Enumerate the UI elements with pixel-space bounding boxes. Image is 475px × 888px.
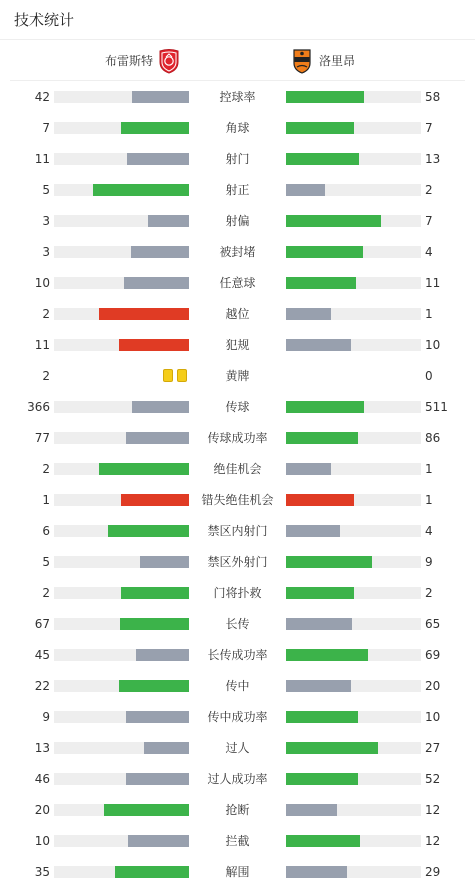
away-bar-track: [286, 742, 421, 754]
home-bar-track: [54, 525, 189, 537]
away-value: 13: [425, 152, 441, 166]
home-bar-track: [54, 742, 189, 754]
away-bar-track: [286, 556, 421, 568]
away-value: 4: [425, 524, 433, 538]
away-bar-fill: [286, 401, 364, 413]
stat-label: 错失绝佳机会: [201, 493, 274, 507]
home-value: 366: [27, 400, 50, 414]
away-team[interactable]: [292, 40, 355, 81]
home-value: 10: [34, 276, 50, 290]
away-value: 4: [425, 245, 433, 259]
stat-label: 角球: [225, 121, 250, 135]
away-bar-fill: [286, 742, 378, 754]
stat-row: [0, 546, 475, 577]
home-bar-fill: [104, 804, 189, 816]
home-value: 3: [42, 214, 50, 228]
home-value: 1: [42, 493, 50, 507]
home-bar-fill: [93, 184, 189, 196]
lorient-crest-icon: [292, 48, 312, 74]
home-bar-fill: [121, 494, 189, 506]
stat-label: 传球成功率: [207, 431, 268, 445]
away-bar-track: [286, 649, 421, 661]
stat-row: [0, 608, 475, 639]
away-bar-track: [286, 773, 421, 785]
stat-row: [0, 143, 475, 174]
home-bar-track: [54, 463, 189, 475]
away-bar-track: [286, 680, 421, 692]
stat-label: 长传成功率: [207, 648, 268, 662]
away-bar-track: [286, 215, 421, 227]
home-value: 77: [34, 431, 50, 445]
stat-row: [0, 205, 475, 236]
stat-label: 拦截: [225, 834, 250, 848]
home-bar-track: [54, 556, 189, 568]
stat-label: 黄牌: [225, 369, 250, 383]
away-value: 12: [425, 834, 441, 848]
away-bar-fill: [286, 463, 331, 475]
away-bar-fill: [286, 525, 340, 537]
away-value: 27: [425, 741, 441, 755]
home-bar-track: [54, 308, 189, 320]
away-bar-track: [286, 618, 421, 630]
stat-label: 越位: [225, 307, 250, 321]
home-value: 5: [42, 555, 50, 569]
stat-row: [0, 825, 475, 856]
home-bar-track: [54, 866, 189, 878]
away-bar-fill: [286, 866, 347, 878]
stat-label: 过人成功率: [207, 772, 268, 786]
away-bar-fill: [286, 835, 360, 847]
home-bar-fill: [119, 680, 189, 692]
stat-label: 解围: [225, 865, 250, 879]
away-bar-track: [286, 711, 421, 723]
stat-row: [0, 112, 475, 143]
home-value: 3: [42, 245, 50, 259]
home-team-name: 布雷斯特: [104, 54, 153, 68]
home-value: 2: [42, 307, 50, 321]
away-value: 58: [425, 90, 441, 104]
home-value: 10: [34, 834, 50, 848]
home-bar-fill: [132, 91, 189, 103]
home-bar-fill: [121, 587, 189, 599]
home-value: 35: [34, 865, 50, 879]
away-bar-track: [286, 463, 421, 475]
stat-row: [0, 794, 475, 825]
away-value: 2: [425, 586, 433, 600]
page-title: 技术统计: [14, 11, 75, 29]
away-bar-fill: [286, 308, 331, 320]
stat-row: [0, 267, 475, 298]
away-value: 29: [425, 865, 441, 879]
home-bar-fill: [121, 122, 189, 134]
away-value: 511: [425, 400, 448, 414]
away-bar-fill: [286, 184, 325, 196]
stat-label: 犯规: [225, 338, 250, 352]
stat-row: [0, 391, 475, 422]
home-bar-track: [54, 91, 189, 103]
away-bar-fill: [286, 649, 368, 661]
away-bar-fill: [286, 680, 351, 692]
home-bar-fill: [120, 618, 189, 630]
away-bar-fill: [286, 91, 364, 103]
away-value: 0: [425, 369, 433, 383]
away-bar-fill: [286, 432, 358, 444]
away-bar-fill: [286, 587, 354, 599]
home-bar-fill: [119, 339, 189, 351]
stat-row: [0, 701, 475, 732]
home-bar-track: [54, 339, 189, 351]
home-bar-track: [54, 122, 189, 134]
stat-row: [0, 81, 475, 112]
stat-row: [0, 763, 475, 794]
stat-label: 门将扑救: [213, 586, 262, 600]
away-bar-track: [286, 277, 421, 289]
away-bar-track: [286, 91, 421, 103]
home-bar-fill: [131, 246, 189, 258]
away-value: 10: [425, 710, 441, 724]
away-bar-fill: [286, 339, 351, 351]
stat-label: 长传: [225, 617, 250, 631]
home-value: 46: [34, 772, 50, 786]
away-bar-fill: [286, 711, 358, 723]
home-bar-fill: [126, 711, 189, 723]
away-bar-track: [286, 432, 421, 444]
home-value: 11: [34, 338, 50, 352]
home-bar-fill: [126, 773, 189, 785]
away-bar-track: [286, 494, 421, 506]
home-value: 20: [34, 803, 50, 817]
home-bar-track: [54, 587, 189, 599]
stat-label: 禁区外射门: [207, 555, 268, 569]
home-bar-track: [54, 401, 189, 413]
away-value: 86: [425, 431, 441, 445]
stat-row: [0, 732, 475, 763]
away-bar-track: [286, 401, 421, 413]
home-bar-fill: [132, 401, 189, 413]
home-team[interactable]: [105, 40, 179, 81]
stat-label: 过人: [225, 741, 250, 755]
away-value: 9: [425, 555, 433, 569]
home-value: 42: [34, 90, 50, 104]
home-bar-fill: [140, 556, 189, 568]
home-value: 2: [42, 586, 50, 600]
teams-header: [10, 40, 465, 81]
home-bar-track: [54, 711, 189, 723]
away-bar-track: [286, 866, 421, 878]
stat-label: 任意球: [219, 276, 256, 290]
away-bar-fill: [286, 556, 372, 568]
home-bar-fill: [108, 525, 189, 537]
away-value: 1: [425, 307, 433, 321]
stat-label: 射偏: [225, 214, 250, 228]
home-bar-fill: [148, 215, 189, 227]
stat-row: [0, 174, 475, 205]
home-bar-track: [54, 618, 189, 630]
home-yellow-cards: [163, 369, 187, 382]
stat-row: [0, 329, 475, 360]
home-bar-fill: [126, 432, 189, 444]
stat-label: 绝佳机会: [213, 462, 262, 476]
away-team-name: 洛里昂: [319, 54, 356, 68]
stat-row: [0, 453, 475, 484]
away-bar-track: [286, 246, 421, 258]
stat-row: [0, 236, 475, 267]
away-value: 20: [425, 679, 441, 693]
away-bar-track: [286, 184, 421, 196]
away-bar-fill: [286, 494, 354, 506]
home-bar-track: [54, 184, 189, 196]
stat-row: [0, 422, 475, 453]
home-value: 67: [34, 617, 50, 631]
away-value: 65: [425, 617, 441, 631]
away-bar-track: [286, 525, 421, 537]
away-value: 12: [425, 803, 441, 817]
page-header: [0, 0, 475, 40]
home-bar-fill: [136, 649, 189, 661]
stat-row: [0, 515, 475, 546]
yellow-card-icon: [177, 369, 187, 382]
stat-label: 射门: [225, 152, 250, 166]
stat-row: [0, 670, 475, 701]
away-value: 69: [425, 648, 441, 662]
stat-label: 控球率: [219, 90, 256, 104]
away-bar-fill: [286, 618, 352, 630]
away-bar-track: [286, 804, 421, 816]
away-bar-fill: [286, 153, 359, 165]
stat-label: 抢断: [225, 803, 250, 817]
home-value: 6: [42, 524, 50, 538]
stat-label: 禁区内射门: [207, 524, 268, 538]
away-value: 11: [425, 276, 441, 290]
home-bar-fill: [99, 308, 189, 320]
away-value: 1: [425, 462, 433, 476]
away-bar-fill: [286, 773, 358, 785]
home-value: 11: [34, 152, 50, 166]
away-value: 1: [425, 493, 433, 507]
stats-list: [0, 81, 475, 887]
stat-row: [0, 360, 475, 391]
home-bar-track: [54, 215, 189, 227]
away-bar-track: [286, 308, 421, 320]
home-bar-track: [54, 277, 189, 289]
away-bar-fill: [286, 215, 381, 227]
away-bar-fill: [286, 122, 354, 134]
away-bar-fill: [286, 246, 363, 258]
home-bar-fill: [128, 835, 189, 847]
home-value: 22: [34, 679, 50, 693]
away-value: 10: [425, 338, 441, 352]
home-bar-track: [54, 494, 189, 506]
away-bar-track: [286, 835, 421, 847]
stat-label: 传球: [225, 400, 250, 414]
home-bar-track: [54, 432, 189, 444]
yellow-card-icon: [163, 369, 173, 382]
home-bar-fill: [99, 463, 189, 475]
home-bar-track: [54, 153, 189, 165]
away-bar-fill: [286, 804, 337, 816]
stat-row: [0, 856, 475, 887]
stat-row: [0, 298, 475, 329]
brest-crest-icon: [159, 48, 179, 74]
away-bar-track: [286, 339, 421, 351]
away-bar-track: [286, 587, 421, 599]
home-value: 2: [42, 369, 50, 383]
stat-label: 传中: [225, 679, 250, 693]
stat-row: [0, 577, 475, 608]
home-bar-track: [54, 773, 189, 785]
home-value: 5: [42, 183, 50, 197]
away-bar-track: [286, 122, 421, 134]
stat-label: 射正: [225, 183, 250, 197]
home-bar-track: [54, 246, 189, 258]
home-value: 9: [42, 710, 50, 724]
away-value: 52: [425, 772, 441, 786]
stat-label: 传中成功率: [207, 710, 268, 724]
home-value: 45: [34, 648, 50, 662]
away-value: 7: [425, 214, 433, 228]
away-value: 2: [425, 183, 433, 197]
home-bar-fill: [127, 153, 189, 165]
home-value: 2: [42, 462, 50, 476]
home-bar-track: [54, 804, 189, 816]
home-bar-track: [54, 680, 189, 692]
stat-row: [0, 484, 475, 515]
home-bar-fill: [115, 866, 189, 878]
home-bar-fill: [144, 742, 189, 754]
home-value: 13: [34, 741, 50, 755]
home-bar-fill: [124, 277, 189, 289]
home-value: 7: [42, 121, 50, 135]
away-value: 7: [425, 121, 433, 135]
away-bar-fill: [286, 277, 356, 289]
home-bar-track: [54, 835, 189, 847]
home-bar-track: [54, 649, 189, 661]
away-bar-track: [286, 153, 421, 165]
stat-row: [0, 639, 475, 670]
stat-label: 被封堵: [219, 245, 256, 259]
